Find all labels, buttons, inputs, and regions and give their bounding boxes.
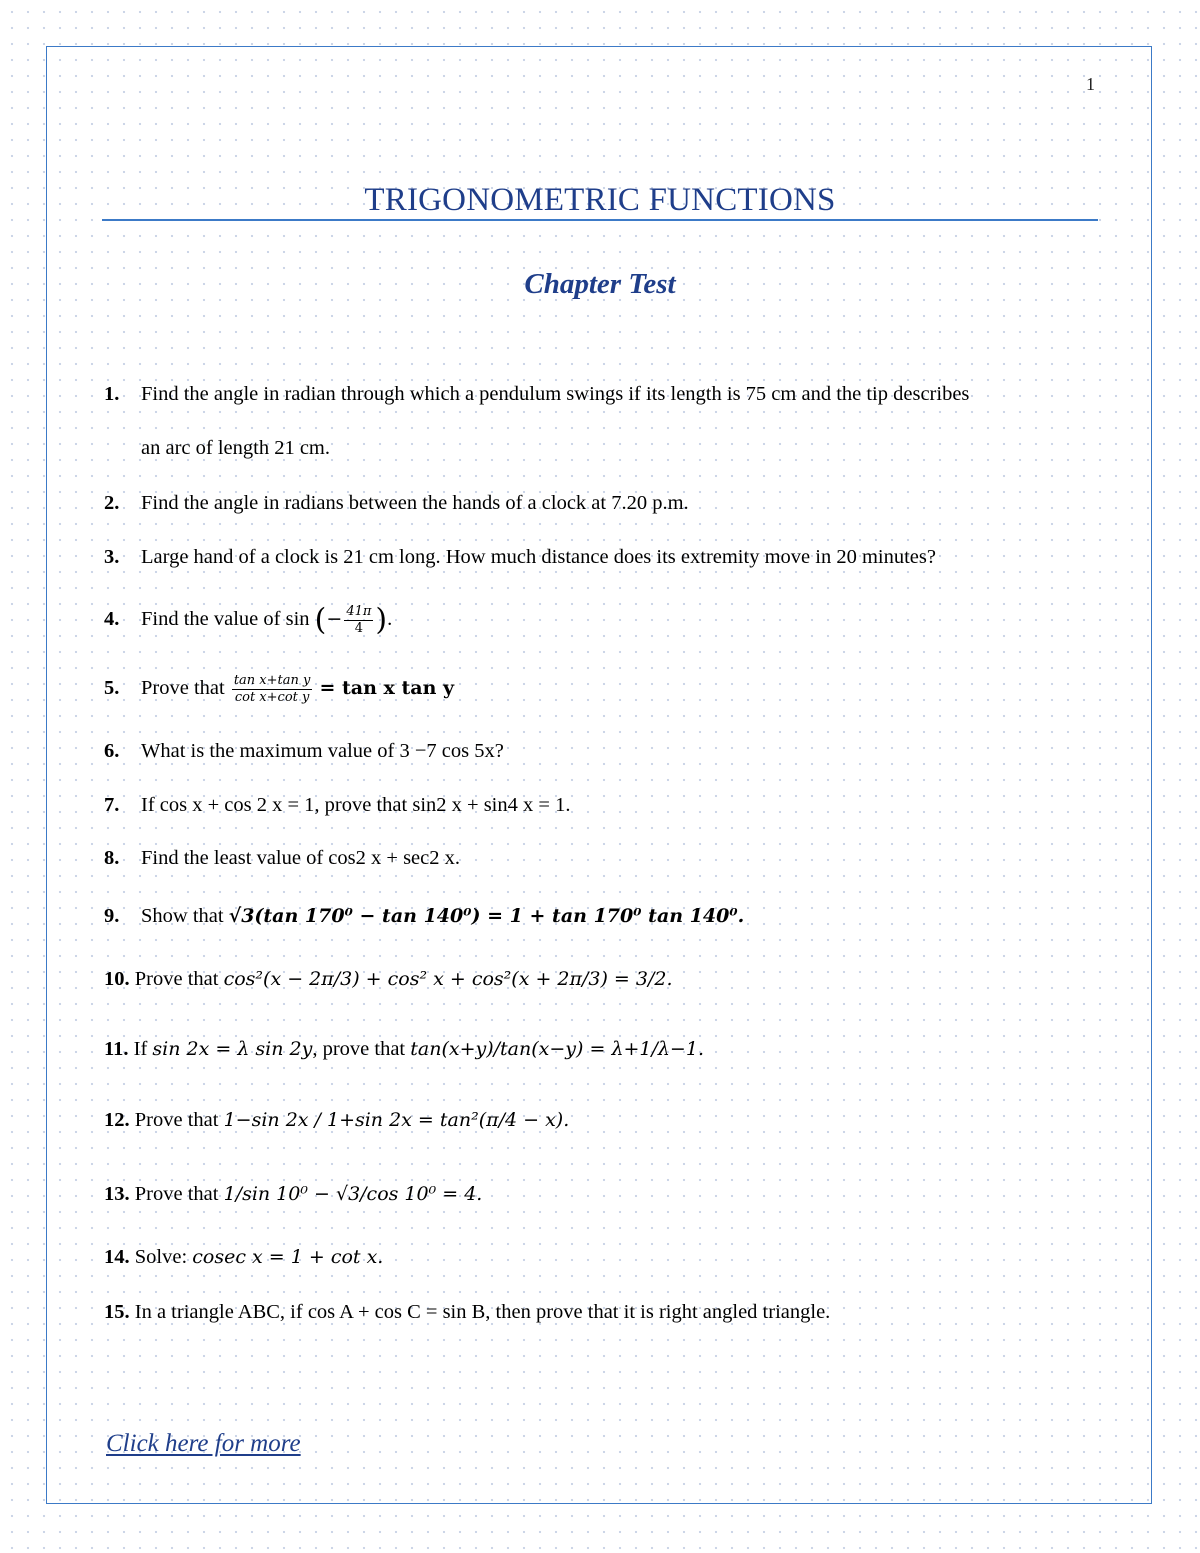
question-text: Find the angle in radian through which a pendulum swings if its length is 75 cm and the tip describes xyxy=(141,383,970,405)
question-text: Prove that xyxy=(134,968,219,990)
page-title: TRIGONOMETRIC FUNCTIONS xyxy=(364,182,836,218)
question-number: 12. xyxy=(104,1109,130,1131)
equation: cosec x = 1 + cot x. xyxy=(192,1246,384,1268)
question-7 xyxy=(104,792,1104,818)
question-text: Find the angle in radians between the hands of a clock at 7.20 p.m. xyxy=(141,492,689,514)
equation: √3(tan 170⁰ − tan 140⁰) = 1 + tan 170⁰ tan 140⁰. xyxy=(228,905,745,927)
fraction: $\frac{41\pi}{4}$ xyxy=(346,604,372,636)
question-number: 11. xyxy=(104,1038,129,1060)
question-text: Show that xyxy=(141,905,224,927)
question-8 xyxy=(104,845,1104,871)
equation-rhs: = tan x tan y xyxy=(319,677,455,700)
question-number: 13. xyxy=(104,1183,130,1205)
chapter-test-heading: Chapter Test xyxy=(524,268,676,300)
question-6 xyxy=(104,738,1104,764)
page-border xyxy=(46,46,1152,1504)
question-text: Find the value of sin xyxy=(141,608,310,631)
question-number: 8. xyxy=(104,847,120,869)
question-number: 5. xyxy=(104,677,120,700)
question-text: In a triangle ABC, if cos A + cos C = sin B, then prove that it is right angled triangle. xyxy=(134,1301,831,1323)
question-text: Large hand of a clock is 21 cm long. How much distance does its extremity move in 20 minutes? xyxy=(141,546,936,568)
question-text-2: , prove that xyxy=(312,1038,406,1060)
question-12 xyxy=(104,1107,1104,1133)
question-number: 10. xyxy=(104,968,130,990)
equation: cos²(x − 2π/3) + cos² x + cos²(x + 2π/3) = 3/2. xyxy=(223,968,673,990)
title-divider xyxy=(102,219,1098,221)
question-number: 7. xyxy=(104,794,120,816)
question-10 xyxy=(104,966,1104,992)
question-number: 14. xyxy=(104,1246,130,1268)
question-9 xyxy=(104,903,1104,929)
question-3 xyxy=(104,544,1104,570)
question-number: 4. xyxy=(104,608,120,631)
question-2 xyxy=(104,490,1104,516)
question-number: 1. xyxy=(104,383,120,405)
question-text: If cos x + cos 2 x = 1, prove that sin2 x + sin4 x = 1. xyxy=(141,794,571,816)
equation: 1−sin 2x / 1+sin 2x = tan²(π/4 − x). xyxy=(223,1109,570,1131)
question-number: 6. xyxy=(104,740,120,762)
question-text: Prove that xyxy=(141,677,225,700)
question-number: 9. xyxy=(104,905,120,927)
question-11 xyxy=(104,1036,1104,1062)
page-number: 1 xyxy=(1086,74,1095,94)
question-text: Find the least value of cos2 x + sec2 x. xyxy=(141,847,460,869)
question-5 xyxy=(104,673,1104,706)
question-number: 2. xyxy=(104,492,120,514)
equation: sin 2x = λ sin 2y xyxy=(152,1038,313,1060)
question-text: What is the maximum value of 3 −7 cos 5x? xyxy=(141,740,504,762)
question-text: Prove that xyxy=(134,1109,219,1131)
question-1 xyxy=(104,381,1104,407)
equation: 1/sin 10⁰ − √3/cos 10⁰ = 4. xyxy=(223,1183,483,1205)
question-15 xyxy=(104,1299,1104,1325)
equation-2: tan(x+y)/tan(x−y) = λ+1/λ−1. xyxy=(410,1038,704,1060)
question-14 xyxy=(104,1244,1104,1270)
question-text: Prove that xyxy=(134,1183,219,1205)
question-text: Solve: xyxy=(134,1246,188,1268)
question-4: 4. Find the value of sin (− $\frac{41\pi}{4}$ ). xyxy=(104,602,393,638)
fraction: $\frac{\text{tan x+tan y}}{\text{cot x+cot y}}$ xyxy=(233,673,311,705)
question-13 xyxy=(104,1181,1104,1207)
question-1-continued: an arc of length 21 cm. xyxy=(141,437,330,459)
question-text: If xyxy=(133,1038,148,1060)
question-number: 15. xyxy=(104,1301,130,1323)
question-number: 3. xyxy=(104,546,120,568)
click-here-for-more-link[interactable]: Click here for more xyxy=(106,1430,301,1457)
